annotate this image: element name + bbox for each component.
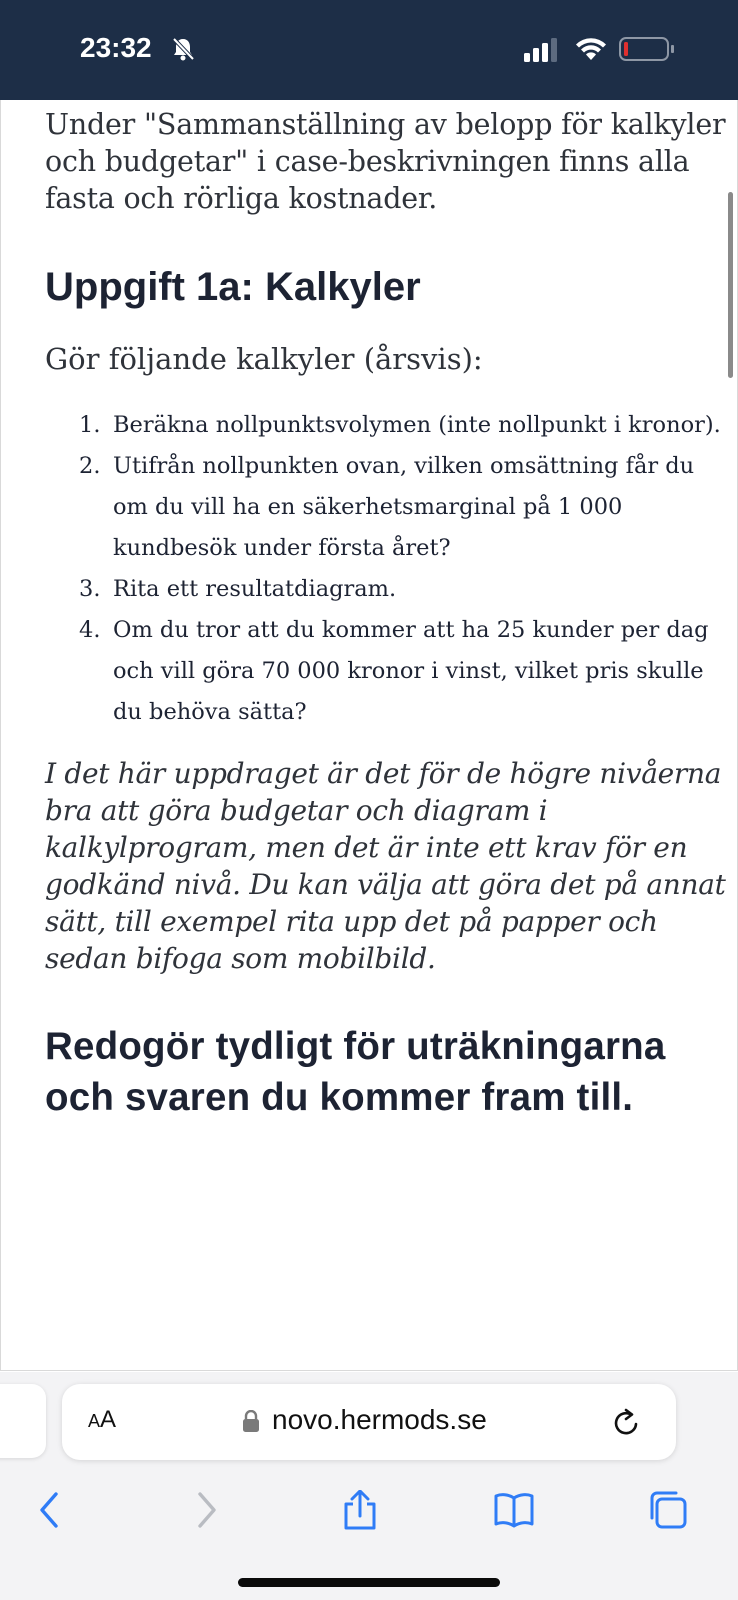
share-icon[interactable] xyxy=(340,1490,380,1530)
status-time: 23:32 xyxy=(80,32,152,63)
text-size-button[interactable] xyxy=(88,1406,116,1434)
list-item-number: 3. xyxy=(79,576,101,602)
list-item xyxy=(45,446,735,569)
task-lead: Gör följande kalkyler (årsvis): xyxy=(45,342,483,376)
previous-tab-preview[interactable] xyxy=(0,1384,46,1458)
list-item xyxy=(45,569,735,610)
list-item-number: 4. xyxy=(79,617,101,643)
list-item-text: Rita ett resultatdiagram. xyxy=(113,576,397,602)
cellular-signal-icon xyxy=(524,38,560,62)
back-icon[interactable] xyxy=(30,1490,70,1530)
list-item xyxy=(45,405,735,446)
wifi-icon xyxy=(575,36,607,62)
list-item xyxy=(45,610,735,733)
list-item-number: 1. xyxy=(79,412,101,438)
list-item-text: Beräkna nollpunktsvolymen (inte nollpunkt i kronor). xyxy=(113,412,721,438)
reload-icon[interactable] xyxy=(612,1406,642,1438)
lock-icon xyxy=(242,1410,260,1432)
text-size-large-letter: A xyxy=(100,1406,117,1433)
url-text[interactable]: novo.hermods.se xyxy=(272,1404,487,1435)
article-content xyxy=(45,106,735,1123)
battery-low-icon xyxy=(619,36,675,62)
note-text: I det här uppdraget är det för de högre nivåerna bra att göra budgetar och diagram i kalkylprogram, men det är inte ett krav för en godkänd nivå. Du kan välja att göra det på annat sätt, till exempel rita upp det på papper och sedan bifoga som mobilbild. xyxy=(45,757,726,975)
list-item-text: Utifrån nollpunkten ovan, vilken omsättning får du om du vill ha en säkerhetsmarginal på 1 000 kundbesök under första året? xyxy=(113,453,695,561)
list-item-number: 2. xyxy=(79,453,101,479)
address-bar[interactable] xyxy=(62,1384,676,1460)
home-indicator[interactable] xyxy=(238,1578,500,1587)
list-item-text: Om du tror att du kommer att ha 25 kunder per dag och vill göra 70 000 kronor i vinst, vilket pris skulle du behöva sätta? xyxy=(113,617,709,725)
task-heading: Uppgift 1a: Kalkyler xyxy=(45,265,421,309)
scrollbar-thumb[interactable] xyxy=(728,192,733,378)
closing-heading: Redogör tydligt för uträkningarna och svaren du kommer fram till. xyxy=(45,1025,666,1119)
forward-icon[interactable] xyxy=(186,1490,226,1530)
task-list xyxy=(45,405,735,733)
bell-slash-icon xyxy=(170,36,196,62)
intro-text: Under "Sammanställning av belopp för kalkyler och budgetar" i case-beskrivningen finns alla fasta och rörliga kostnader. xyxy=(45,108,726,215)
browser-toolbar xyxy=(0,1372,738,1600)
web-page[interactable] xyxy=(0,100,738,1371)
tabs-icon[interactable] xyxy=(648,1490,688,1530)
text-size-small-letter: A xyxy=(88,1411,101,1431)
bookmarks-icon[interactable] xyxy=(494,1490,534,1530)
status-bar xyxy=(0,0,738,100)
